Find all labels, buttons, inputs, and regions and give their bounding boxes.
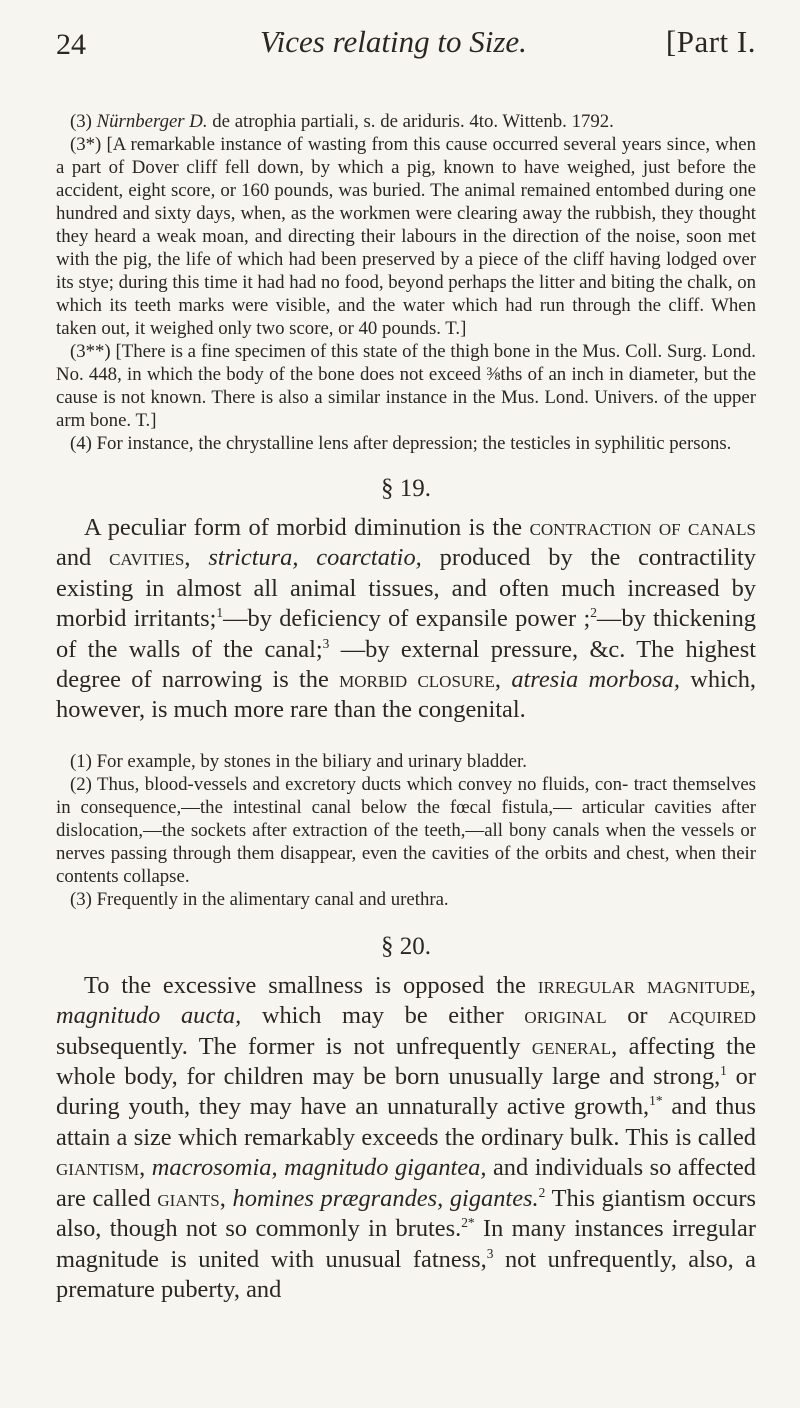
footnote-ref: 3 [486,1245,494,1261]
section-19-footnotes [56,750,756,911]
section-20-heading: § 20. [381,932,431,960]
footnote-ref: 2* [461,1214,475,1230]
footnote-ref: 1 [720,1062,727,1078]
footnote-ref: 1* [649,1093,663,1109]
section-19-heading: § 19. [381,475,431,502]
footnote-4: (4) For instance, the chrystalline lens after depression; the testicles in syphilitic persons. [70,433,732,454]
footnote-1: (1) For example, by stones in the biliary and urinary bladder. [70,750,527,772]
running-title: Vices relating to Size. [260,24,527,59]
footnote-ref: 3 [322,635,330,651]
footnote-2: (2) Thus, blood-vessels and excretory ducts which convey no fluids, con- tract themselves in consequence,—the intestinal canal below the fœcal fistula,— articular cavities after dislocation,—the sockets after extraction of the teeth,—all bony canals when the vessels or nerves passing through them disappear, even the cavities of the orbits and chest, when their contents collapse. [56,773,756,887]
footnote-3: (3) Frequently in the alimentary canal and urethra. [70,888,449,910]
footnote-ref: 2 [538,1184,546,1200]
page-number: 24 [56,28,86,61]
footnote-3-double-star: (3**) [There is a fine specimen of this state of the thigh bone in the Mus. Coll. Surg. Lond. No. 448, in which the body of the bone does not exceed ⅜ths of an inch in diameter, but the cause is not known. There is also a similar instance in the Mus. Lond. Univers. of the upper arm bone. T.] [56,341,757,431]
section-20-paragraph: To the excessive smallness is opposed the irregular magnitude, magnitudo aucta, which may be either original or acquired subsequently. The former is not unfrequently general, affecting the whole body, for children may be born unusually large and strong,$^1$ or during youth, they may have an unnaturally active growth,$^{1*}$ and thus attain a size which remarkably exceeds the ordinary bulk. This is called giantism, macrosomia, magnitudo gigantea, and individuals so affected are called giants, homines prægrandes, gigantes.$^2$ This giantism occurs also, though not so commonly in brutes.$^{2*}$ In many instances irregular magnitude is united with unusual fatness,$^3$ not unfrequently, also, a premature puberty, and [56,971,757,1303]
page-header [56,0,756,110]
footnotes-top [56,110,756,455]
section-19-paragraph: A peculiar form of morbid diminution is the contraction of canals and cavities, strictura, coarctatio, produced by the contractility existing in almost all animal tissues, and often much increased by morbid irritants;$^1$—by deficiency of expansile power ;$^2$—by thickening of the walls of the canal;$^3$ —by external pressure, &c. The highest degree of narrowing is the morbid closure, atresia morbosa, which, however, is much more rare than the congenital. [56,514,757,724]
footnote-ref: 2 [590,605,597,621]
author-name: Nürnberger D. [96,111,208,132]
footnote-3: (3) Nürnberger D. de atrophia partiali, s. de ariduris. 4to. Wittenb. 1792. [70,111,614,132]
part-label: [Part I. [665,24,756,59]
footnote-3-star: (3*) [A remarkable instance of wasting from this cause occurred several years since, when a part of Dover cliff fell down, by which a pig, known to have weighed, just before the accident, eight score, or 160 pounds, was buried. The animal remained entombed during one hundred and sixty days, when, as the workmen were clearing away the rubbish, they thought they heard a weak moan, and directing their labours in the direction of the noise, soon met with the pig, the life of which had been preserved by a piece of the cliff having lodged over its stye; during this time it had had no food, beyond perhaps the litter and biting the chalk, on which its teeth marks were visible, and the water which had run through the cliff. When taken out, it weighed only two score, or 40 pounds. T.] [56,134,756,339]
footnote-ref: 1 [216,605,224,621]
